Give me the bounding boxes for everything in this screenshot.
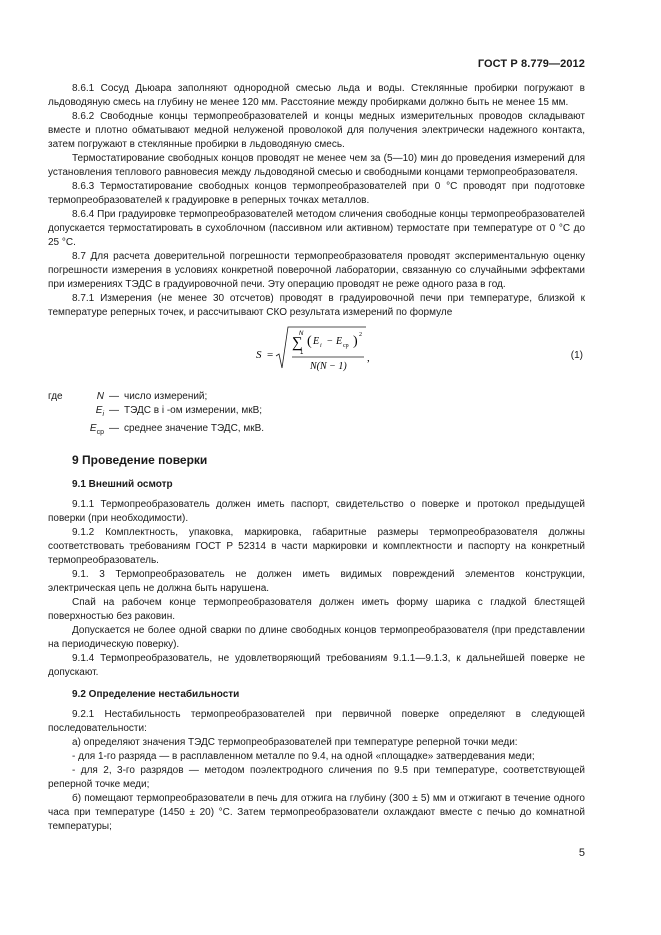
definitions-lead: где	[48, 391, 63, 402]
definition-dash: —	[109, 405, 119, 416]
paragraph-9-1-2: 9.1.2 Комплектность, упаковка, маркировка, габаритные размеры термопреобразователя должны соответствовать требованиям ГОСТ Р 52314 в части маркировки и комплектности и паспорту на конкретный термопреобразователь.	[48, 527, 585, 566]
paren-open: (	[307, 334, 312, 349]
paragraph-8-6-2: 8.6.2 Свободные концы термопреобразователей и концы медных измерительных проводов складывают вместе и плотно обматывают медной нелуженой проволокой для получения электрически надежного контакта, затем погружают в стеклянные пробирки в льдоводяную смесь.	[48, 111, 585, 150]
paragraph-9-1-3: 9.1. 3 Термопреобразователь не должен иметь видимых повреждений элементов конструкции, электрическая цепь не должна быть нарушена.	[48, 569, 585, 594]
definition-text: ТЭДС в i -ом измерении, мкВ;	[124, 405, 263, 416]
section-9-heading: 9 Проведение поверки	[72, 453, 208, 467]
section-9-1-heading: 9.1 Внешний осмотр	[72, 479, 173, 490]
paren-close: )	[353, 334, 358, 349]
definition-row	[48, 422, 585, 440]
page-number: 5	[578, 847, 585, 859]
formula-comma: ,	[367, 352, 370, 364]
numerator-sub-cp: ср	[343, 343, 349, 349]
definition-symbol: $E_i$	[95, 405, 104, 418]
paragraph-9-1-1: 9.1.1 Термопреобразователь должен иметь паспорт, свидетельство о поверке и протокол предыдущей поверки (при необходимости).	[48, 499, 585, 524]
denominator: N(N − 1)	[310, 361, 347, 372]
definition-row	[48, 390, 585, 404]
numerator-ecp: E	[336, 336, 343, 347]
numerator-minus: −	[327, 336, 333, 347]
definition-symbol: N	[96, 391, 104, 402]
definition-dash: —	[109, 423, 119, 434]
paragraph-8-6-4: 8.6.4 При градуировке термопреобразователей методом сличения свободные концы термопреобразователей допускается термостатировать в сухоблочном (пассивном или активном) термостате при температуре от 0 °С до 25 °С.	[48, 209, 585, 248]
formula-svg	[48, 324, 585, 384]
sum-lower: 1	[300, 350, 304, 356]
exponent: 2	[359, 332, 362, 338]
section-9-2-heading: 9.2 Определение нестабильности	[72, 689, 240, 700]
numerator-ei: E	[313, 336, 320, 347]
paragraph-9-2-1: 9.2.1 Нестабильность термопреобразователей при первичной поверке определяют в следующей последовательности:	[48, 709, 585, 734]
paragraph-grade-2-3: - для 2, 3-го разрядов — методом поэлектродного сличения по 9.5 при температуре, соответствующей реперной точке меди;	[48, 765, 585, 790]
sum-sign: ∑	[292, 335, 303, 351]
paragraph-8-7-1: 8.7.1 Измерения (не менее 30 отсчетов) проводят в градуировочной печи при температуре, близкой к температуре реперных точек, и рассчитывают СКО результата измерений по формуле	[48, 293, 585, 318]
paragraph-welding: Допускается не более одной сварки по длине свободных концов термопреобразователя (при представлении на периодическую поверку).	[48, 625, 585, 650]
definition-symbol: $E_{ср}$	[89, 423, 104, 436]
paragraph-step-b: б) помещают термопреобразователи в печь для отжига на глубину (300 ± 5) мм и отжигают в течение одного часа при температуре (1450 ± 20) °С. Затем термопреобразователи охлаждают вместе с печью до комнатной температуры;	[48, 793, 585, 832]
definition-text: число измерений;	[124, 391, 208, 402]
paragraph-step-a: а) определяют значения ТЭДС термопреобразователей при температуре реперной точки меди:	[72, 737, 518, 748]
paragraph-8-6-3: 8.6.3 Термостатирование свободных концов термопреобразователей при 0 °С проводят при подготовке термопреобразователей к градуировке в реперных точках металлов.	[48, 181, 585, 206]
paragraph-9-1-4: 9.1.4 Термопреобразователь, не удовлетворяющий требованиям 9.1.1—9.1.3, к дальнейшей поверке не допускают.	[48, 653, 585, 678]
formula-eq: =	[267, 349, 274, 361]
formula-lhs: S	[256, 349, 262, 361]
paragraph-8-7: 8.7 Для расчета доверительной погрешности термопреобразователя проводят экспериментальную оценку погрешности измерения в условиях конкретной поверочной лаборатории, связанную со случайными эффектами при измерениях ТЭДС в градуировочной печи. Эту операцию проводят не реже одного раза в год.	[48, 251, 585, 290]
page-body	[48, 82, 585, 834]
numerator-sub-i: i	[320, 343, 322, 349]
paragraph-thermostat: Термостатирование свободных концов проводят не менее чем за (5—10) мин до проведения измерений для установления теплового равновесия между льдоводяной смесью и свободными концами термопреобразователя.	[48, 153, 585, 178]
definition-text: среднее значение ТЭДС, мкВ.	[124, 423, 265, 434]
document-code: ГОСТ Р 8.779—2012	[477, 58, 585, 70]
paragraph-8-6-1: 8.6.1 Сосуд Дьюара заполняют однородной смесью льда и воды. Стеклянные пробирки погружают в льдоводяную смесь на глубину не менее 120 мм. Расстояние между пробирками должно быть не менее 15 мм.	[48, 83, 585, 108]
definitions	[48, 390, 585, 440]
formula-number: (1)	[570, 350, 583, 361]
paragraph-junction: Спай на рабочем конце термопреобразователя должен иметь форму шарика с гладкой блестящей поверхностью без раковин.	[48, 597, 585, 622]
definition-dash: —	[109, 391, 119, 402]
formula-1	[48, 324, 585, 384]
definition-row	[48, 404, 585, 422]
paragraph-grade-1: - для 1-го разряда — в расплавленном металле по 9.4, на одной «площадке» затвердевания меди;	[72, 751, 535, 762]
sum-upper: N	[299, 331, 304, 337]
